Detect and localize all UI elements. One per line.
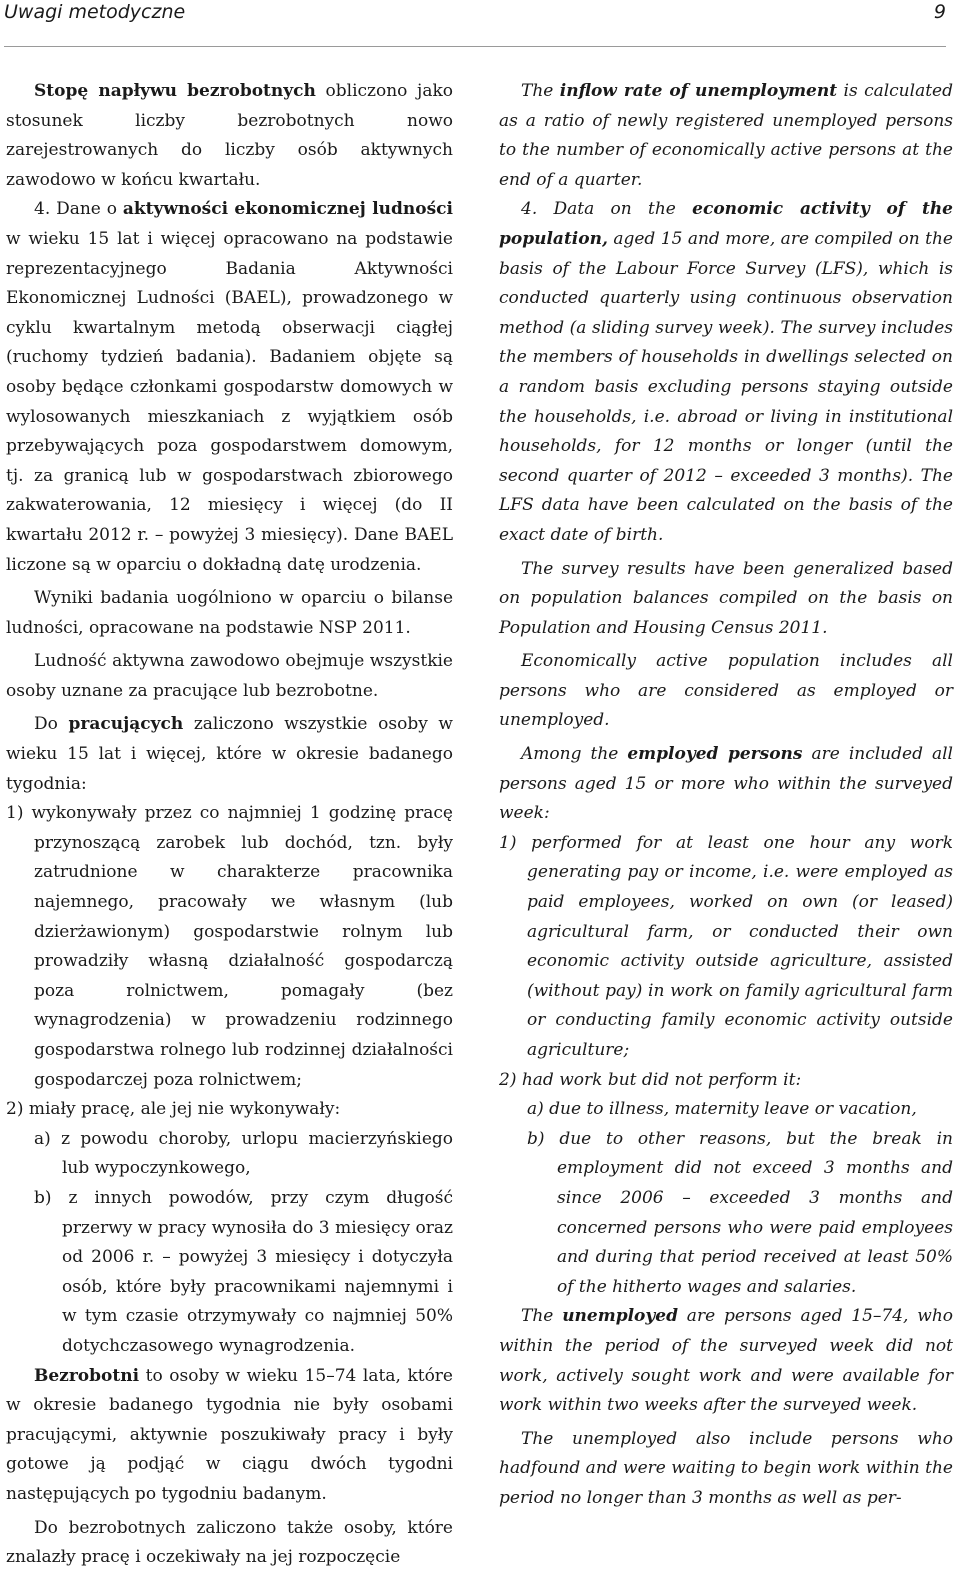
pl-paragraph-employed: Do pracujących zaliczono wszystkie osoby w wieku 15 lat i więcej, które w okresie badanego tygodnia:: [6, 714, 453, 794]
en-list-item-2b: b) due to other reasons, but the break in employment did not exceed 3 months and since 2006 – exceeded 3 months and concerned persons who were paid employees and during that period received at least 50% of the hitherto wages and salaries.: [527, 1128, 953, 1297]
pl-paragraph-inflow-rate: Stopę napływu bezrobotnych obliczono jako stosunek liczby bezrobotnych nowo zarejestrowanych do liczby osób aktywnych zawodowo w końcu kwartału.: [6, 81, 453, 190]
running-title: Uwagi metodyczne: [4, 1, 186, 23]
en-paragraph-inflow-rate: The inflow rate of unemployment is calculated as a ratio of newly registered unemployed persons to the number of economically active persons at the end of a quarter.: [499, 81, 953, 190]
en-list-item-2: 2) had work but did not perform it:: [499, 1069, 802, 1090]
en-paragraph-unemployed: The unemployed are persons aged 15–74, who within the period of the surveyed week did not work, actively sought work and were available for work within two weeks after the surveyed week.: [499, 1306, 953, 1416]
en-paragraph-generalization: The survey results have been generalized based on population balances compiled on the basis on Population and Housing Census 2011.: [499, 558, 953, 638]
en-paragraph-employed: Among the employed persons are included all persons aged 15 or more who within the surveyed week:: [499, 744, 953, 824]
pl-paragraph-economic-activity: 4. Dane o aktywności ekonomicznej ludności w wieku 15 lat i więcej opracowano na podstawie reprezentacyjnego Badania Aktywności Ekonomicznej Ludności (BAEL), prowadzonego w cyklu kwartalnym metodą obserwacji ciągłej (ruchomy tydzień badania). Badaniem objęte są osoby będące członkami gospodarstw domowych w wylosowanych mieszkaniach z wyjątkiem osób przebywających poza gospodarstwem domowym, tj. za granicą lub w gospodarstwach zbiorowego zakwaterowania, 12 miesięcy i więcej (do II kwartału 2012 r. – powyżej 3 miesięcy). Dane BAEL liczone są w oparciu o dokładną datę urodzenia.: [6, 199, 453, 575]
english-column: [499, 77, 953, 1514]
en-paragraph-economic-activity: 4. Data on the economic activity of the population, aged 15 and more, are compiled on the basis of the Labour Force Survey (LFS), which is conducted quarterly using continuous observation method (a sliding survey week). The survey includes the members of households in dwellings selected on a random basis excluding persons staying outside the households, i.e. abroad or living in institutional households, for 12 months or longer (until the second quarter of 2012 – exceeded 3 months). The LFS data have been calculated on the basis of the exact date of birth.: [499, 199, 953, 545]
page-number: 9: [933, 1, 946, 23]
en-list-item-2a: a) due to illness, maternity leave or vacation,: [527, 1099, 917, 1120]
polish-column: [6, 77, 453, 1573]
en-paragraph-unemployed-also: The unemployed also include persons who hadfound and were waiting to begin work within the period no longer than 3 months as well as per-: [499, 1428, 953, 1508]
pl-list-item-2: 2) miały pracę, ale jej nie wykonywały:: [6, 1099, 341, 1120]
pl-paragraph-unemployed-also: Do bezrobotnych zaliczono także osoby, które znalazły pracę i oczekiwały na jej rozpoczęcie: [6, 1517, 453, 1568]
pl-paragraph-active-population: Ludność aktywna zawodowo obejmuje wszystkie osoby uznane za pracujące lub bezrobotne.: [6, 651, 453, 701]
pl-list-item-2b: b) z innych powodów, przy czym długość przerwy w pracy wynosiła do 3 miesięcy oraz od 2006 r. – powyżej 3 miesięcy i dotyczyła osób, które były pracownikami najemnymi i w tym czasie otrzymywały co najmniej 50% dotychczasowego wynagrodzenia.: [34, 1187, 453, 1356]
pl-paragraph-unemployed: Bezrobotni to osoby w wieku 15–74 lata, które w okresie badanego tygodnia nie były osobami pracującymi, aktywnie poszukiwały pracy i były gotowe ją podjąć w ciągu dwóch tygodni następujących po tygodniu badanym.: [6, 1365, 453, 1504]
pl-paragraph-generalization: Wyniki badania uogólniono w oparciu o bilanse ludności, opracowane na podstawie NSP 2011.: [6, 588, 453, 638]
en-list-item-1: 1) performed for at least one hour any work generating pay or income, i.e. were employed as paid employees, worked on own (or leased) agricultural farm, or conducted their own economic activity outside agriculture, assisted (without pay) in work on family agricultural farm or conducting family economic activity outside agriculture;: [499, 832, 953, 1060]
pl-list-item-1: 1) wykonywały przez co najmniej 1 godzinę pracę przynoszącą zarobek lub dochód, tzn. były zatrudnione w charakterze pracownika najemnego, pracowały we własnym (lub dzierżawionym) gospodarstwie rolnym lub prowadziły własną działalność gospodarczą poza rolnictwem, pomagały (bez wynagrodzenia) w prowadzeniu rodzinnego gospodarstwa rolnego lub rodzinnej działalności gospodarczej poza rolnictwem;: [6, 803, 453, 1090]
en-paragraph-active-population: Economically active population includes all persons who are considered as employed or unemployed.: [499, 651, 953, 731]
pl-list-item-2a: a) z powodu choroby, urlopu macierzyńskiego lub wypoczynkowego,: [34, 1128, 453, 1179]
page-header: [4, 0, 946, 47]
